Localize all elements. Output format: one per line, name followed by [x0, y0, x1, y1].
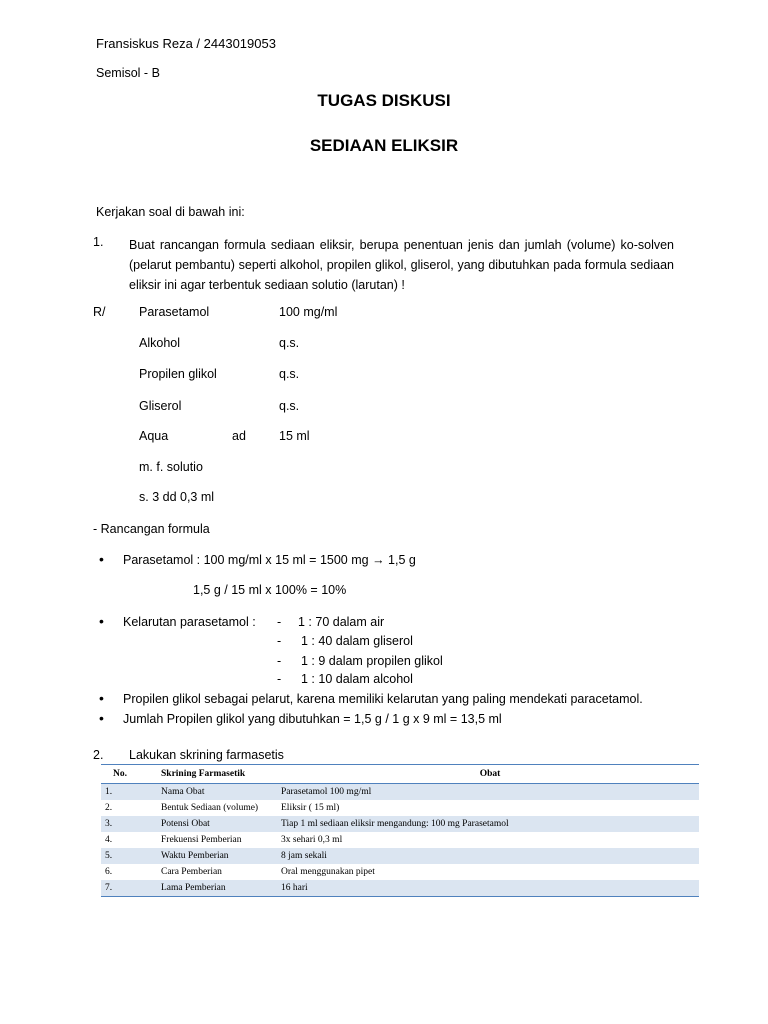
cell-obat: Tiap 1 ml sediaan eliksir mengandung: 100 mg Parasetamol	[277, 816, 699, 832]
cell-obat: 8 jam sekali	[277, 848, 699, 864]
sub-title: SEDIAAN ELIKSIR	[309, 136, 459, 155]
list-dash: -	[277, 615, 282, 629]
cell-no: 1.	[101, 784, 157, 801]
list-dash: -	[277, 654, 282, 668]
bullet-icon: •	[99, 710, 104, 726]
bullet-icon: •	[99, 551, 104, 567]
cell-skrining: Nama Obat	[157, 784, 277, 801]
recipe-item-name: Propilen glikol	[139, 367, 217, 381]
cell-obat: 16 hari	[277, 880, 699, 897]
parasetamol-calculation: Parasetamol : 100 mg/ml x 15 ml = 1500 mg → 1,5 g	[123, 553, 416, 567]
list-dash: -	[277, 634, 282, 648]
recipe-item-name: Alkohol	[139, 336, 180, 350]
class-line: Semisol - B	[96, 66, 160, 80]
skrining-table	[101, 764, 699, 897]
cell-no: 7.	[101, 880, 157, 897]
cell-no: 2.	[105, 803, 113, 813]
cell-skrining: Bentuk Sediaan (volume)	[161, 803, 259, 813]
cell-no: 3.	[101, 816, 157, 832]
column-header-no: No.	[101, 765, 157, 784]
author-line: Fransiskus Reza / 2443019053	[96, 36, 276, 51]
table-row	[101, 880, 699, 897]
recipe-item-name: Parasetamol	[139, 305, 210, 319]
table-row	[101, 832, 699, 848]
question2-number: 2.	[93, 748, 104, 762]
formula-heading: - Rancangan formula	[93, 522, 210, 536]
recipe-prefix: R/	[93, 305, 106, 319]
table-row	[101, 784, 699, 801]
cell-no: 5.	[101, 848, 157, 864]
cell-obat: Parasetamol 100 mg/ml	[277, 784, 699, 801]
recipe-item-name: Gliserol	[139, 399, 182, 413]
cell-no: 4.	[105, 835, 113, 845]
table-row	[101, 816, 699, 832]
jumlah-note: Jumlah Propilen glikol yang dibutuhkan = 1,5 g / 1 g x 9 ml = 13,5 ml	[123, 712, 502, 726]
question1-number: 1.	[93, 235, 104, 249]
recipe-item-amount: q.s.	[279, 367, 300, 381]
bullet-icon: •	[99, 690, 104, 706]
cell-skrining: Potensi Obat	[157, 816, 277, 832]
question1-text: Buat rancangan formula sediaan eliksir, berupa penentuan jenis dan jumlah (volume) ko-solven (pelarut pembantu) seperti alkohol, propilen glikol, gliserol, yang dibutuhkan pada formula sediaan eliksir ini agar terbentuk sediaan solutio (larutan) !	[129, 238, 674, 292]
recipe-signa: s. 3 dd 0,3 ml	[139, 490, 215, 504]
bullet-icon: •	[99, 613, 104, 629]
cell-no: 6.	[105, 867, 113, 877]
question2-text: Lakukan skrining farmasetis	[129, 748, 284, 762]
cell-obat: Eliksir ( 15 ml)	[281, 803, 340, 813]
propilen-note: Propilen glikol sebagai pelarut, karena memiliki kelarutan yang paling mendekati paracetamol.	[123, 692, 643, 706]
cell-skrining: Lama Pemberian	[157, 880, 277, 897]
column-header-skrining: Skrining Farmasetik	[157, 765, 277, 784]
cell-skrining: Waktu Pemberian	[157, 848, 277, 864]
cell-skrining: Frekuensi Pemberian	[161, 835, 242, 845]
main-title: TUGAS DISKUSI	[317, 91, 451, 110]
solubility-item: 1 : 10 dalam alcohol	[301, 672, 413, 686]
table-row	[101, 800, 699, 816]
recipe-item-amount: q.s.	[279, 399, 300, 413]
recipe-item-ad: ad	[232, 429, 246, 443]
percent-calculation: 1,5 g / 15 ml x 100% = 10%	[193, 583, 347, 597]
recipe-item-amount: 15 ml	[279, 429, 310, 443]
solubility-item: 1 : 9 dalam propilen glikol	[301, 654, 443, 668]
cell-obat: 3x sehari 0,3 ml	[281, 835, 343, 845]
table-header-row	[101, 765, 699, 784]
recipe-item-amount: q.s.	[279, 336, 300, 350]
table-row	[101, 848, 699, 864]
solubility-item: 1 : 40 dalam gliserol	[301, 634, 413, 648]
recipe-item-name: Aqua	[139, 429, 169, 443]
cell-obat: Oral menggunakan pipet	[281, 867, 375, 877]
list-dash: -	[277, 672, 282, 686]
cell-skrining: Cara Pemberian	[161, 867, 222, 877]
kelarutan-label: Kelarutan parasetamol :	[123, 615, 256, 629]
recipe-item-amount: 100 mg/ml	[279, 305, 338, 319]
column-header-obat: Obat	[277, 765, 699, 784]
solubility-item: 1 : 70 dalam air	[298, 615, 385, 629]
table-row	[101, 864, 699, 880]
instruction: Kerjakan soal di bawah ini:	[96, 205, 245, 219]
recipe-mf: m. f. solutio	[139, 460, 203, 474]
